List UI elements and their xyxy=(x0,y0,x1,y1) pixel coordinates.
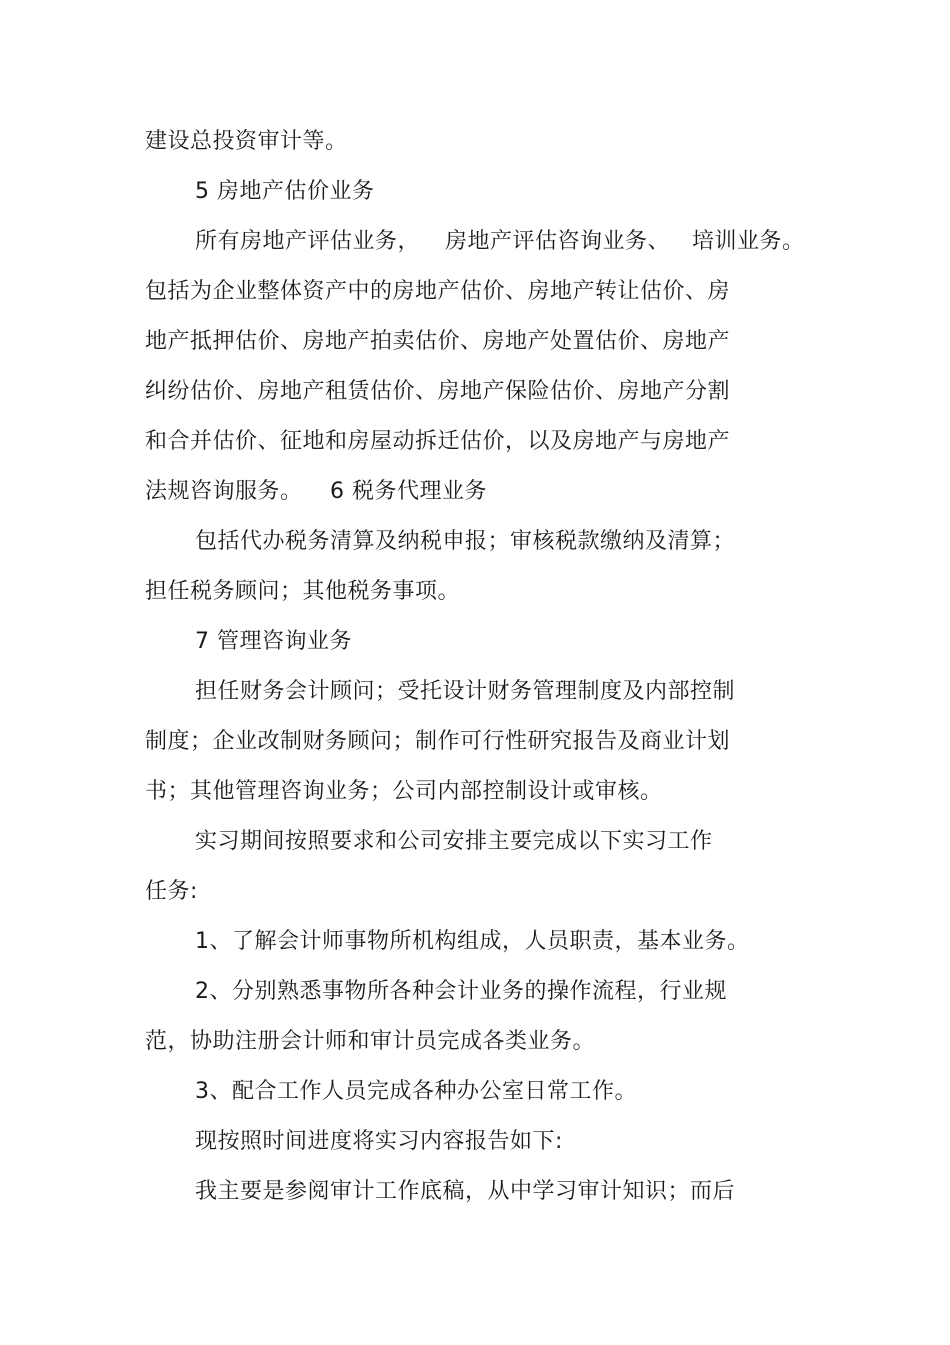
list-item: 1、了解会计师事物所机构组成，人员职责，基本业务。 xyxy=(195,929,750,954)
paragraph-line: 房地产评估咨询业务、 xyxy=(445,229,671,254)
list-item: 2、分别熟悉事物所各种会计业务的操作流程，行业规 xyxy=(195,979,727,1004)
paragraph-line: 所有房地产评估业务， xyxy=(195,229,421,254)
paragraph-line: 现按照时间进度将实习内容报告如下: xyxy=(195,1129,563,1154)
paragraph-line: 制度；企业改制财务顾问；制作可行性研究报告及商业计划 xyxy=(145,729,731,754)
section-heading-real-estate-appraisal: 5 房地产估价业务 xyxy=(195,179,375,204)
paragraph-line: 包括代办税务清算及纳税申报；审核税款缴纳及清算； xyxy=(195,529,736,554)
paragraph-line: 担任税务顾问；其他税务事项。 xyxy=(145,579,461,604)
paragraph-line: 书；其他管理咨询业务；公司内部控制设计或审核。 xyxy=(145,779,663,804)
paragraph-line: 实习期间按照要求和公司安排主要完成以下实习工作 xyxy=(195,829,713,854)
section-heading-tax-agency: 6 税务代理业务 xyxy=(330,479,487,504)
paragraph-line: 培训业务。 xyxy=(692,229,805,254)
paragraph-line: 建设总投资审计等。 xyxy=(145,129,348,154)
list-item: 3、配合工作人员完成各种办公室日常工作。 xyxy=(195,1079,637,1104)
section-heading-management-consulting: 7 管理咨询业务 xyxy=(195,629,352,654)
paragraph-line: 担任财务会计顾问；受托设计财务管理制度及内部控制 xyxy=(195,679,736,704)
paragraph-line: 和合并估价、征地和房屋动拆迁估价，以及房地产与房地产 xyxy=(145,429,731,454)
paragraph-line: 法规咨询服务。 xyxy=(145,479,303,504)
paragraph-line: 任务: xyxy=(145,879,198,904)
list-item-continuation: 范，协助注册会计师和审计员完成各类业务。 xyxy=(145,1029,596,1054)
paragraph-line: 包括为企业整体资产中的房地产估价、房地产转让估价、房 xyxy=(145,279,731,304)
paragraph-line: 纠纷估价、房地产租赁估价、房地产保险估价、房地产分割 xyxy=(145,379,731,404)
paragraph-line: 地产抵押估价、房地产拍卖估价、房地产处置估价、房地产 xyxy=(145,329,731,354)
paragraph-line: 我主要是参阅审计工作底稿，从中学习审计知识；而后 xyxy=(195,1179,736,1204)
